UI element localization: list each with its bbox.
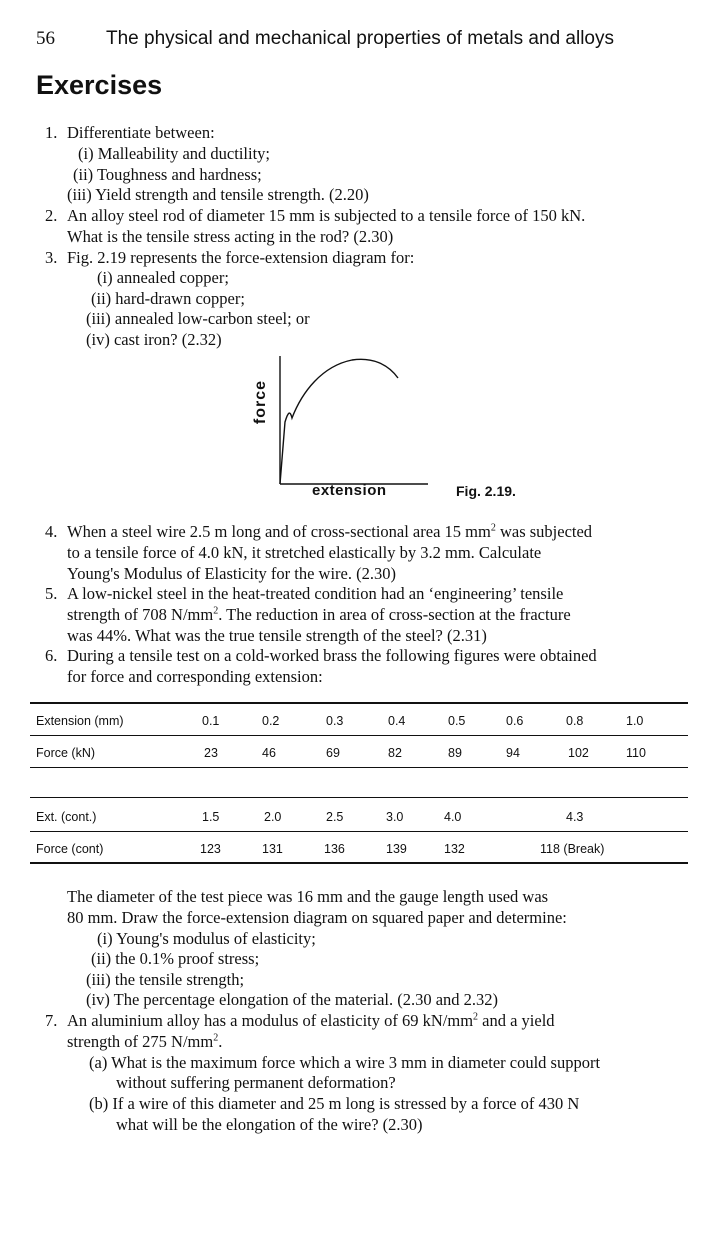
q6-number: 6. [45,646,58,665]
q6-line: The diameter of the test piece was 16 mm and the gauge length used was [67,887,549,906]
q3-item: (i) annealed copper; [97,268,229,287]
table-cell: 102 [568,746,589,760]
table-cell: 0.2 [262,714,280,728]
table-cell: 0.8 [566,714,584,728]
x-axis-label: extension [312,482,387,499]
table-cell: 136 [324,842,345,856]
q6-line: 80 mm. Draw the force-extension diagram on squared paper and determine: [67,908,567,927]
q2-line: An alloy steel rod of diameter 15 mm is subjected to a tensile force of 150 kN. [67,206,586,225]
table-rule [30,797,688,798]
running-title: The physical and mechanical properties of metals and alloys [106,28,614,49]
table-cell: 89 [448,746,462,760]
q5-number: 5. [45,584,58,603]
force-extension-curve [280,359,398,484]
table-rule [30,735,688,736]
section-title: Exercises [36,70,163,100]
q4-line: Young's Modulus of Elasticity for the wire. (2.30) [67,564,396,583]
table-cell: 46 [262,746,276,760]
q5-line: A low-nickel steel in the heat-treated condition had an ‘engineering’ tensile [67,584,564,603]
table-cell: 82 [388,746,402,760]
superscript: 2 [490,522,496,534]
q7-part-a: (a) What is the maximum force which a wire 3 mm in diameter could support [89,1053,601,1072]
q7-line [67,1032,222,1052]
q4-text: was subjected [495,522,593,541]
table-cell: 4.0 [444,810,462,824]
q3-item: (iv) cast iron? (2.32) [86,330,222,349]
table-cell: 4.3 [566,810,584,824]
table-cell: 23 [204,746,218,760]
figure-caption: Fig. 2.19. [456,483,516,499]
q6-line: During a tensile test on a cold-worked brass the following figures were obtained [67,646,597,665]
q7-part-a: without suffering permanent deformation? [116,1073,396,1092]
q7-text: . [218,1032,223,1051]
table-cell: 139 [386,842,407,856]
table-cell: 118 (Break) [540,842,605,856]
q6-line: for force and corresponding extension: [67,667,323,686]
table-cell: 0.6 [506,714,524,728]
q6-item: (iv) The percentage elongation of the material. (2.30 and 2.32) [86,990,499,1009]
table-cell: 123 [200,842,221,856]
table-cell: 110 [626,746,646,760]
q4-line [67,522,592,542]
q7-text: strength of 275 N/mm [67,1032,214,1051]
table-cell: 0.3 [326,714,344,728]
page-number: 56 [36,28,55,49]
superscript: 2 [473,1011,479,1023]
table-cell: 3.0 [386,810,404,824]
running-header [36,28,614,50]
table-rule [30,702,688,704]
q2-number: 2. [45,206,58,225]
q7-text: An aluminium alloy has a modulus of elasticity of 69 kN/mm [67,1011,474,1030]
q1-item: (iii) Yield strength and tensile strength. (2.20) [67,185,369,204]
table-cell: 1.0 [626,714,644,728]
table-rule [30,831,688,832]
q6-item: (i) Young's modulus of elasticity; [97,929,316,948]
q1-text: Differentiate between: [67,123,215,142]
q7-number: 7. [45,1011,58,1030]
table-cell: 94 [506,746,520,760]
q1-item: (i) Malleability and ductility; [78,144,270,163]
q2-line: What is the tensile stress acting in the rod? (2.30) [67,227,394,246]
q6-item: (iii) the tensile strength; [86,970,245,989]
q1-item: (ii) Toughness and hardness; [73,165,262,184]
q5-text: . The reduction in area of cross-section at the fracture [218,605,571,624]
q5-line [67,605,571,625]
q1-number: 1. [45,123,58,142]
superscript: 2 [213,605,219,617]
table-row-label: Force (cont) [36,842,104,856]
table-row-label: Extension (mm) [36,714,124,728]
table-row-label: Force (kN) [36,746,96,760]
q7-text: and a yield [478,1011,555,1030]
q3-item: (ii) hard-drawn copper; [91,289,245,308]
table-cell: 0.5 [448,714,466,728]
table-cell: 2.5 [326,810,344,824]
q6-item: (ii) the 0.1% proof stress; [91,949,260,968]
table-cell: 0.4 [388,714,406,728]
table-cell: 69 [326,746,340,760]
q3-item: (iii) annealed low-carbon steel; or [86,309,310,328]
q3-text: Fig. 2.19 represents the force-extension diagram for: [67,248,415,267]
q7-part-b: what will be the elongation of the wire? (2.30) [116,1115,423,1134]
table-row-label: Ext. (cont.) [36,810,97,824]
force-extension-diagram [250,352,450,492]
q7-part-b: (b) If a wire of this diameter and 25 m long is stressed by a force of 430 N [89,1094,580,1113]
table-cell: 132 [444,842,465,856]
y-axis-label: force [252,379,269,425]
q4-text: When a steel wire 2.5 m long and of cross-sectional area 15 mm [67,522,491,541]
force-extension-figure [250,352,550,504]
table-cell: 0.1 [202,714,220,728]
q4-line: to a tensile force of 4.0 kN, it stretched elastically by 3.2 mm. Calculate [67,543,542,562]
q7-line [67,1011,555,1031]
q4-number: 4. [45,522,58,541]
q5-text: strength of 708 N/mm [67,605,214,624]
q3-number: 3. [45,248,58,267]
superscript: 2 [213,1032,219,1044]
table-cell: 131 [262,842,283,856]
table-cell: 1.5 [202,810,220,824]
table-cell: 2.0 [264,810,282,824]
table-rule [30,767,688,768]
table-rule [30,862,688,864]
q5-line: was 44%. What was the true tensile strength of the steel? (2.31) [67,626,487,645]
